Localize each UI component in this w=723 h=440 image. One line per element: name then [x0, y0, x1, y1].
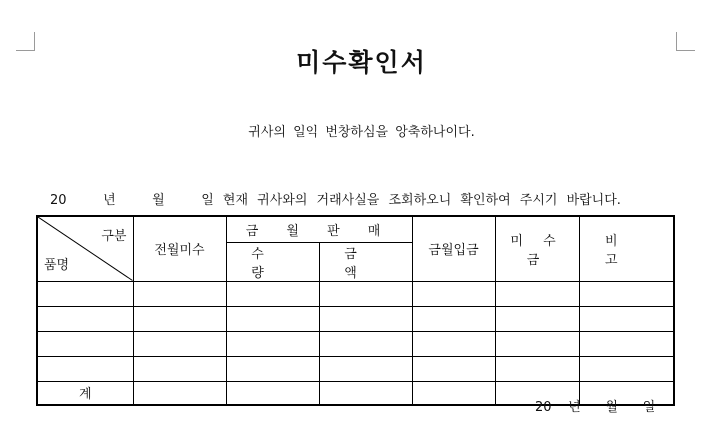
table-row	[37, 306, 674, 331]
table-cell[interactable]	[412, 331, 495, 356]
table-cell[interactable]	[412, 281, 495, 306]
table-cell[interactable]	[412, 381, 495, 405]
table-cell[interactable]	[133, 381, 226, 405]
table-cell[interactable]	[495, 281, 579, 306]
table-cell[interactable]	[226, 306, 319, 331]
document-title: 미수확인서	[296, 48, 427, 77]
table-row	[37, 356, 674, 381]
table-cell[interactable]	[579, 306, 674, 331]
greeting-text: 귀사의 일익 번창하심을 앙축하나이다.	[248, 125, 475, 140]
table-cell[interactable]	[579, 331, 674, 356]
table-cell[interactable]	[226, 356, 319, 381]
table-cell[interactable]	[319, 356, 412, 381]
unpaid-confirmation-table	[36, 215, 675, 406]
table-cell[interactable]	[412, 306, 495, 331]
table-cell[interactable]	[319, 281, 412, 306]
monthly-sales-header: 금 월 판 매	[226, 216, 412, 242]
table-cell[interactable]	[133, 281, 226, 306]
quantity-header: 수 량	[226, 242, 319, 281]
unpaid-amount-header: 미 수 금	[495, 216, 579, 281]
table-cell[interactable]	[226, 381, 319, 405]
monthly-deposit-header: 금월입금	[412, 216, 495, 281]
table-row	[37, 331, 674, 356]
table-cell[interactable]	[495, 331, 579, 356]
category-label: 구분	[101, 229, 127, 244]
date-line: 20 년 월 일	[535, 400, 656, 415]
remarks-header: 비 고	[579, 216, 674, 281]
table-cell[interactable]	[226, 281, 319, 306]
table-cell[interactable]	[319, 331, 412, 356]
amount-header: 금 액	[319, 242, 412, 281]
item-name-label: 품명	[44, 257, 70, 273]
table-cell[interactable]	[495, 306, 579, 331]
total-label: 계	[37, 381, 133, 405]
table-row	[37, 281, 674, 306]
table-cell[interactable]	[133, 331, 226, 356]
table-cell[interactable]	[226, 331, 319, 356]
statement-text: 20 년 월 일 현재 귀사와의 거래사실을 조회하오니 확인하여 주시기 바랍니다.	[50, 193, 621, 208]
table-cell[interactable]	[133, 356, 226, 381]
table-cell[interactable]	[37, 281, 133, 306]
table-cell[interactable]	[133, 306, 226, 331]
table-cell[interactable]	[319, 306, 412, 331]
category-item-header-cell	[37, 216, 133, 281]
table-cell[interactable]	[319, 381, 412, 405]
table-cell[interactable]	[37, 306, 133, 331]
table-header-row	[37, 216, 674, 242]
table-cell[interactable]	[579, 356, 674, 381]
prev-month-unpaid-header: 전월미수	[133, 216, 226, 281]
table-cell[interactable]	[495, 356, 579, 381]
table-cell[interactable]	[579, 281, 674, 306]
table-cell[interactable]	[37, 356, 133, 381]
table-cell[interactable]	[412, 356, 495, 381]
table-cell[interactable]	[37, 331, 133, 356]
